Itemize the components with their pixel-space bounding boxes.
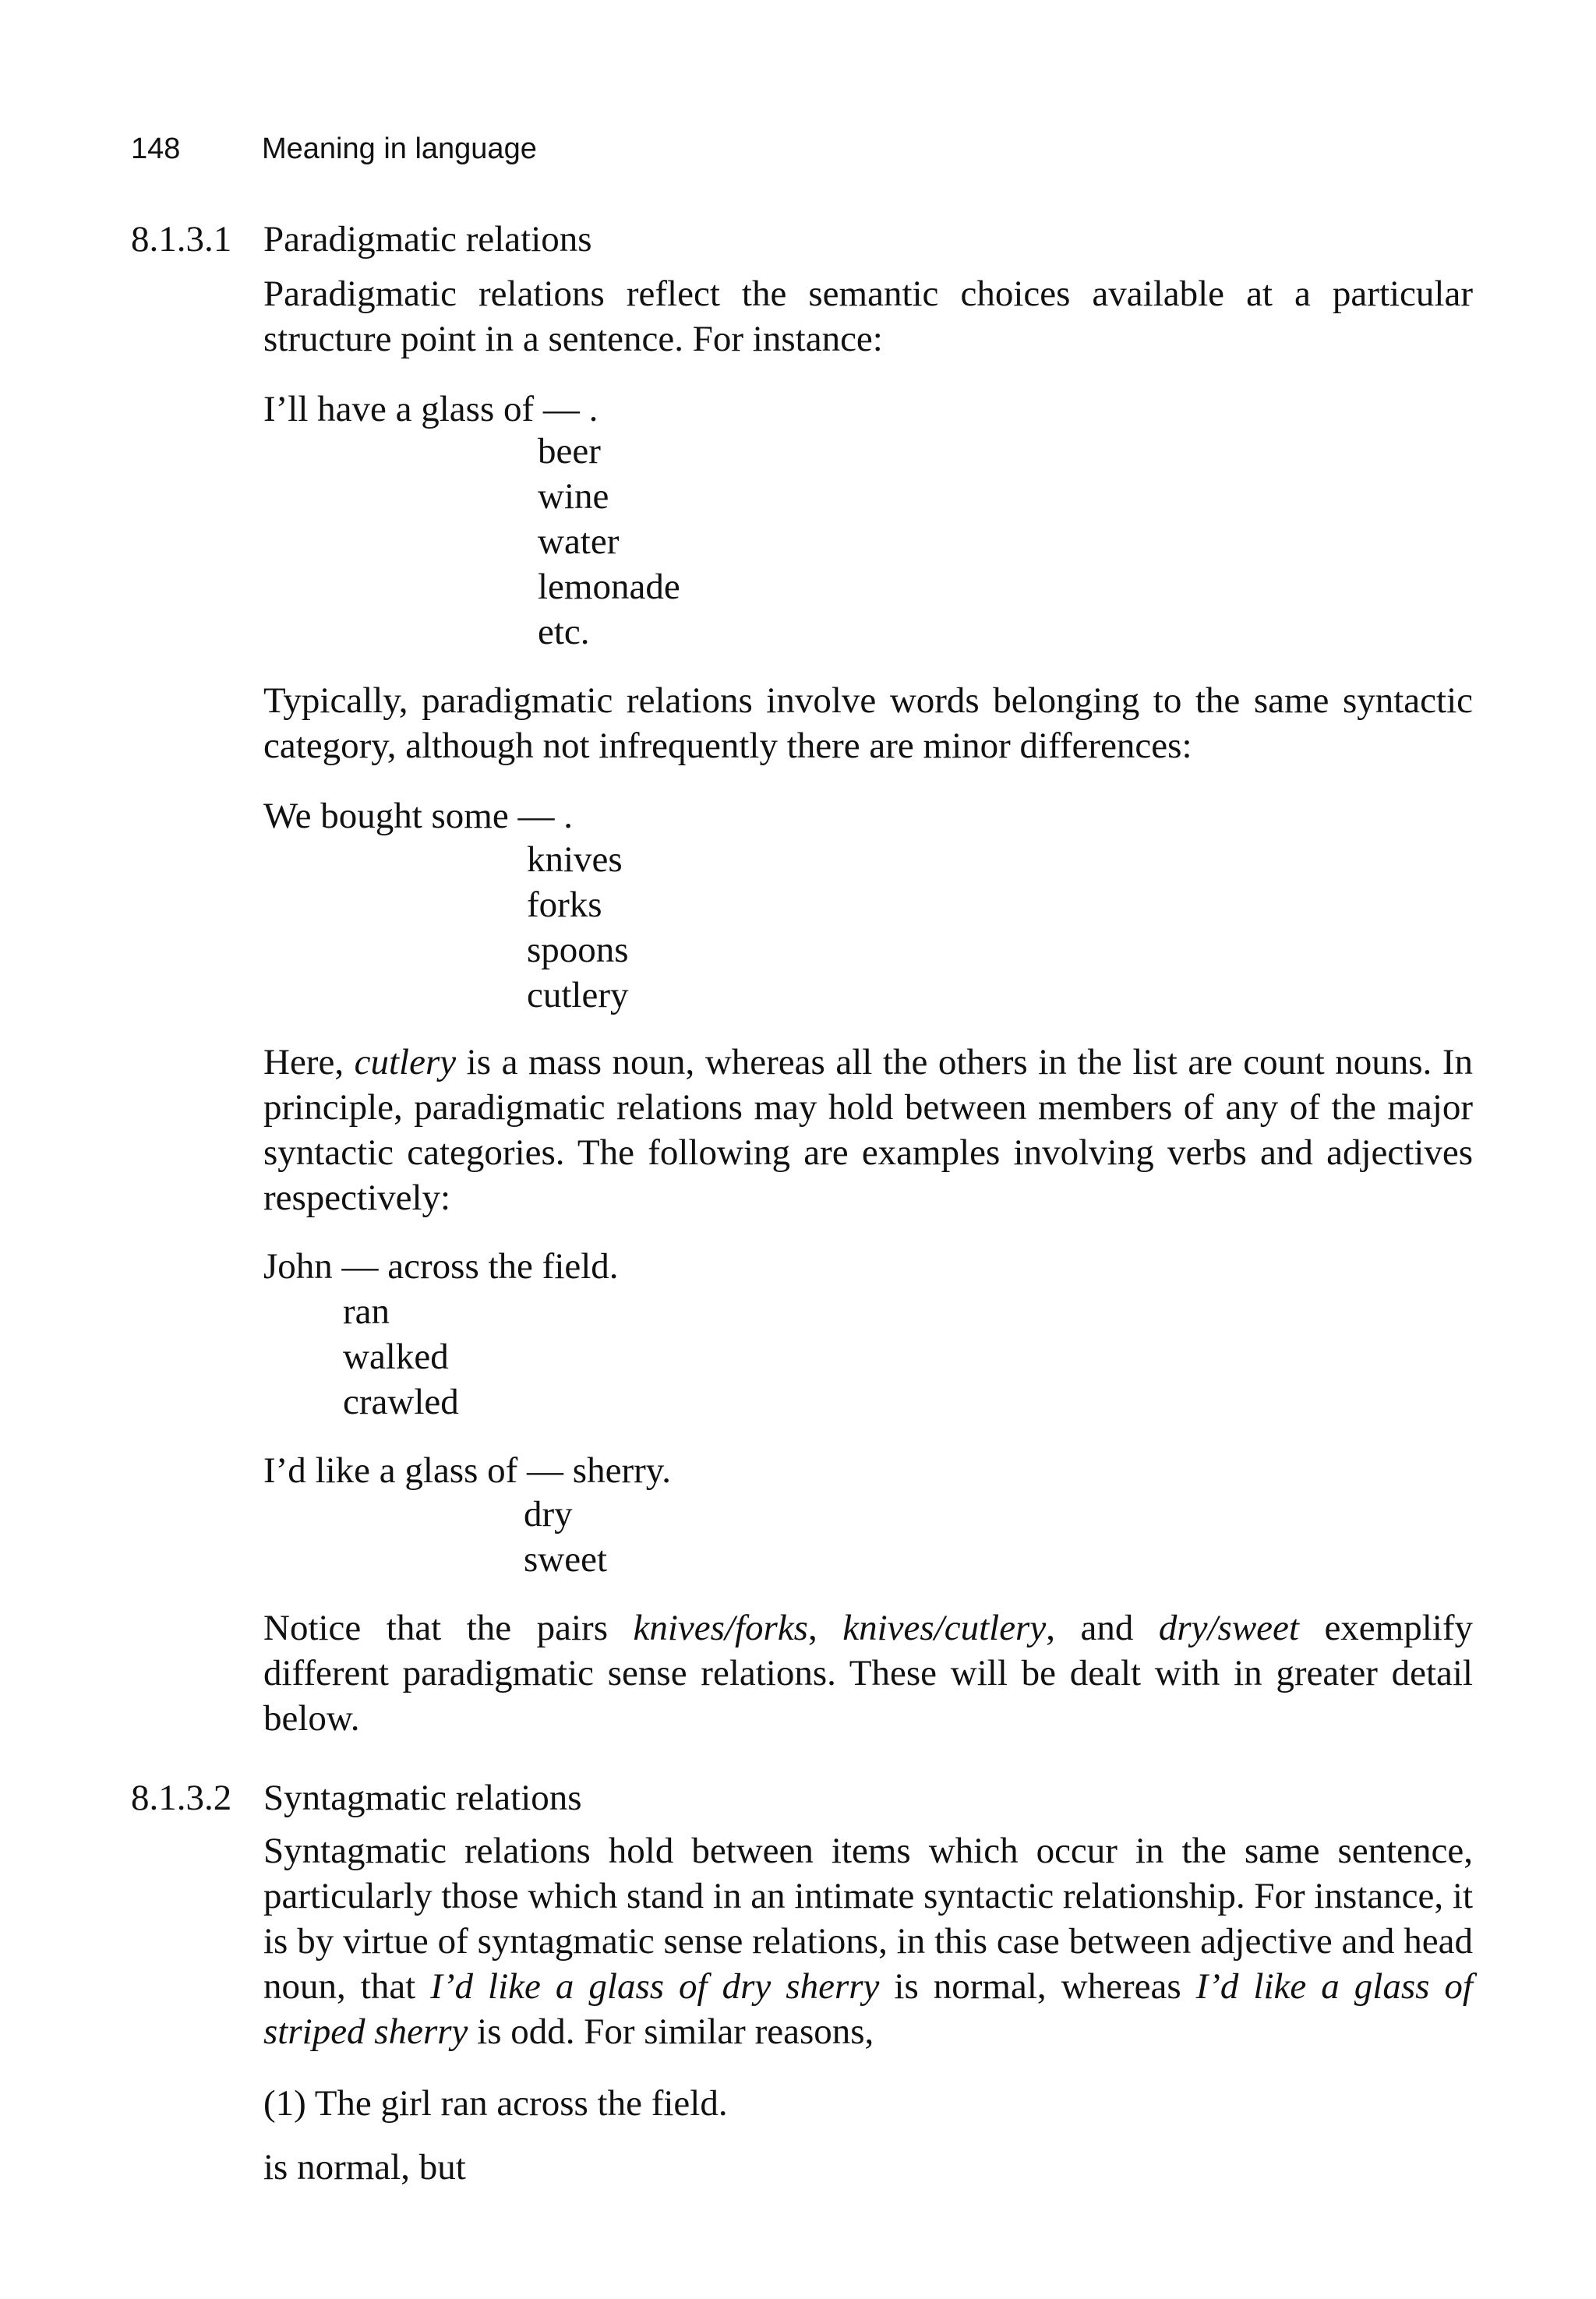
section-heading-8-1-3-1 bbox=[131, 218, 592, 260]
paragraph-tail: is normal, but bbox=[263, 2147, 466, 2188]
filler-item: dry bbox=[524, 1494, 573, 1534]
section-number: 8.1.3.2 bbox=[131, 1778, 232, 1818]
paragraph-intro: Paradigmatic relations reflect the semantic choices available at a particular structure point in a sentence. For instance: bbox=[263, 274, 1473, 359]
filler-item: walked bbox=[343, 1337, 449, 1377]
example-label: (1) bbox=[263, 2083, 306, 2124]
filler-item: spoons bbox=[527, 930, 629, 970]
filler-item: forks bbox=[527, 885, 602, 925]
paragraph-mass-noun: Here, cutlery is a mass noun, whereas all the others in the list are count nouns. In principle, paradigmatic relations may hold between members of any of the major syntactic categories. The following are examples involving verbs and adjectives respectively: bbox=[263, 1042, 1473, 1218]
example-frame: I’d like a glass of — sherry. bbox=[263, 1450, 671, 1491]
paragraph-notice: Notice that the pairs knives/forks, knives/cutlery, and dry/sweet exemplify different paradigmatic sense relations. These will be dealt with in greater detail below. bbox=[263, 1608, 1473, 1739]
filler-item: crawled bbox=[343, 1382, 459, 1422]
example-frame: John — across the field. bbox=[263, 1246, 619, 1287]
running-title: Meaning in language bbox=[262, 132, 537, 165]
section-title: Syntagmatic relations bbox=[263, 1778, 582, 1818]
filler-item: sweet bbox=[524, 1539, 608, 1580]
paragraph-syntactic-category: Typically, paradigmatic relations involve words belonging to the same syntactic category, although not infrequently there are minor differences: bbox=[263, 680, 1473, 766]
filler-item: knives bbox=[527, 839, 623, 880]
filler-item: wine bbox=[538, 476, 609, 517]
filler-item: lemonade bbox=[538, 567, 680, 607]
filler-item: etc. bbox=[538, 612, 590, 652]
section-number: 8.1.3.1 bbox=[131, 219, 232, 260]
example-filler-list bbox=[527, 837, 629, 1018]
example-filler-list bbox=[524, 1492, 607, 1582]
example-frame: I’ll have a glass of — . bbox=[263, 389, 598, 429]
filler-item: beer bbox=[538, 431, 601, 471]
filler-item: water bbox=[538, 521, 620, 562]
numbered-example bbox=[263, 2082, 728, 2124]
filler-item: cutlery bbox=[527, 975, 629, 1015]
section-title: Paradigmatic relations bbox=[263, 219, 592, 260]
example-text: The girl ran across the field. bbox=[314, 2083, 728, 2124]
filler-item: ran bbox=[343, 1291, 390, 1332]
running-header bbox=[131, 132, 537, 166]
page-number: 148 bbox=[131, 132, 181, 165]
section-heading-8-1-3-2 bbox=[131, 1777, 582, 1819]
example-filler-list bbox=[343, 1289, 459, 1425]
example-frame: We bought some — . bbox=[263, 796, 573, 836]
paragraph-syntagmatic: Syntagmatic relations hold between items which occur in the same sentence, particularly those which stand in an intimate syntactic relationship. For instance, it is by virtue of syntagmatic sense relations, in this case between adjective and head noun, that I’d like a glass of dry sherry is normal, whereas I’d like a glass of striped sherry is odd. For similar reasons, bbox=[263, 1831, 1473, 2052]
example-filler-list bbox=[538, 429, 680, 655]
